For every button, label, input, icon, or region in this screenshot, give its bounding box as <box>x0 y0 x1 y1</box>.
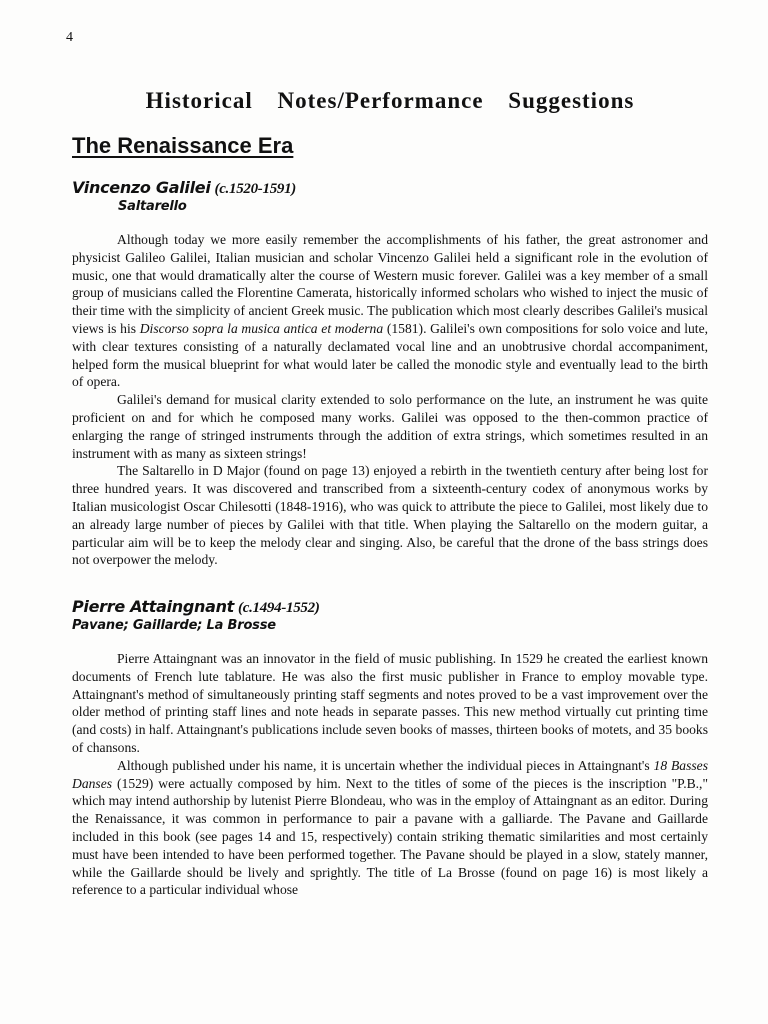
publication-title: 18 Basses Danses <box>72 757 709 791</box>
composer-heading-galilei <box>72 178 296 198</box>
work-title-attaingnant: Pavane; Gaillarde; La Brosse <box>72 618 276 633</box>
publication-title: Discorso sopra la musica antica et moderna <box>139 320 384 336</box>
paragraph: Although published under his name, it is uncertain whether the individual pieces in Attaingnant's 18 Basses Danses (1529) were actually composed by him. Next to the titles of some of the pieces is the inscription "P.B.," which may intend authorship by lutenist Pierre Blondeau, who was in the employ of Attaingnant as an editor. During the Renaissance, it was common in performance to pair a pavane with a galliarde. The Pavane and Gaillarde included in this book (see pages 14 and 15, respectively) contain striking thematic similarities and most certainly must have been intended to have been performed together. The Pavane should be played in a slow, stately manner, while the Gaillarde should be lively and sprightly. The title of La Brosse (found on page 16) is most likely a reference to a particular individual whose <box>72 757 709 898</box>
era-heading: The Renaissance Era <box>72 133 294 158</box>
main-heading: Historical Notes/Performance Suggestions <box>145 88 635 113</box>
page-number: 4 <box>66 30 73 45</box>
paragraph: The Saltarello in D Major (found on page 13) enjoyed a rebirth in the twentieth century after being lost for three hundred years. It was discovered and transcribed from a sixteenth-century codex of anonymous works by Italian musicologist Oscar Chilesotti (1848-1916), who was quick to attribute the piece to Galilei, most likely due to an already large number of pieces by Galilei with that title. When playing the Saltarello on the modern guitar, a particular aim will be to keep the melody clear and singing. Also, be careful that the drone of the bass strings does not overpower the melody. <box>72 463 708 568</box>
section-body-attaingnant <box>72 650 708 899</box>
paragraph: Galilei's demand for musical clarity extended to solo performance on the lute, an instrument he was quite proficient on and for which he composed many works. Galilei was opposed to the then-common practice of enlarging the range of stringed instruments through the addition of extra strings, which sometimes resulted in an instrument with as many as sixteen strings! <box>72 392 708 461</box>
paragraph: Although today we more easily remember the accomplishments of his father, the great astronomer and physicist Galileo Galilei, Italian musician and scholar Vincenzo Galilei held a significant role in the evolution of music, one that would dramatically alter the course of Western music forever. Galilei was a key member of a small group of musicians called the Florentine Camerata, historically informed scholars who wished to inject the music of their time with the simplicity of ancient Greek music. The publication which most clearly describes Galilei's musical views is his Discorso sopra la musica antica et moderna (1581). Galilei's own compositions for solo voice and lute, with clear textures consisting of a naturally declamated vocal line and an unobtrusive chordal accompaniment, helped form the musical blueprint for what would later be called the monodic style and eventually lead to the birth of opera. <box>72 232 709 390</box>
composer-dates: (c.1494-1552) <box>238 600 320 616</box>
composer-name: Pierre Attaingnant <box>72 597 235 616</box>
composer-dates: (c.1520-1591) <box>214 181 296 197</box>
composer-heading-attaingnant <box>72 597 320 617</box>
composer-name: Vincenzo Galilei <box>72 178 211 197</box>
paragraph: Pierre Attaingnant was an innovator in the field of music publishing. In 1529 he created the earliest known documents of French lute tablature. He was also the first music publisher in France to employ movable type. Attaingnant's method of simultaneously printing staff segments and notes proved to be a vast improvement over the older method of printing staff lines and note heads in separate passes. This new method virtually cut printing time (and costs) in half. Attaingnant's publications include seven books of masses, thirteen books of motets, and 35 books of chansons. <box>72 651 708 755</box>
section-body-galilei <box>72 231 708 569</box>
work-title-galilei: Saltarello <box>118 199 187 214</box>
